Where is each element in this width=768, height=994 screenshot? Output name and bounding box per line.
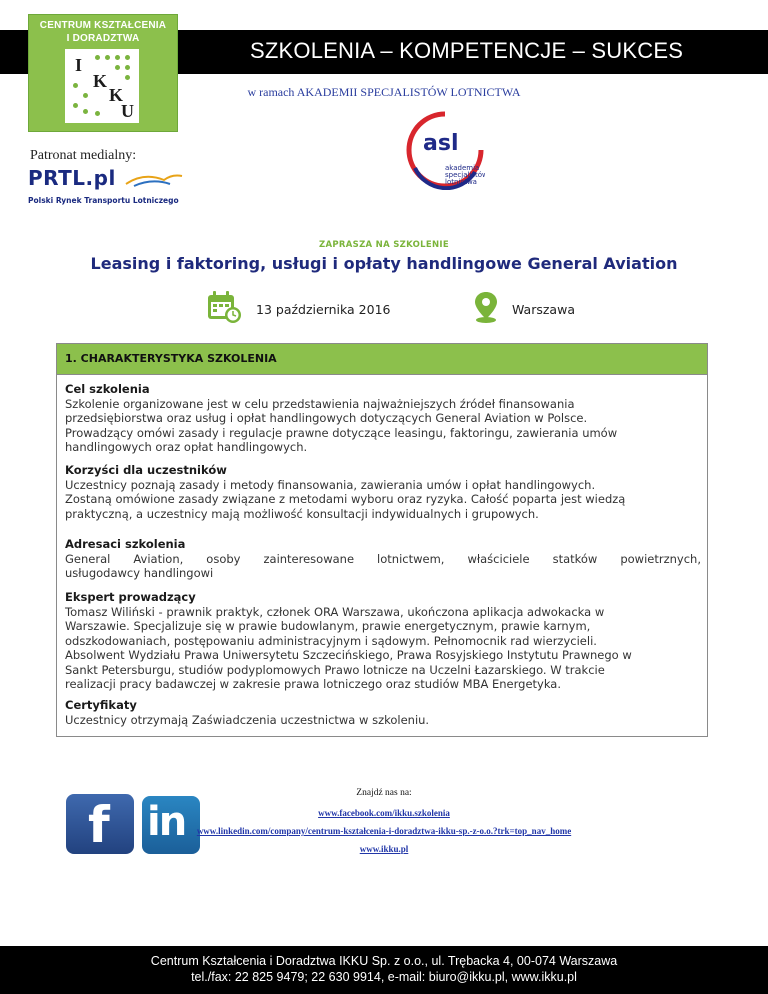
map-pin-icon — [472, 290, 500, 328]
asl-logo — [405, 110, 485, 190]
patronat-label: Patronat medialny: — [30, 148, 137, 163]
text-line: Tomasz Wiliński - prawnik praktyk, członek ORA Warszawa, ukończona aplikacja adwokacka w — [65, 604, 605, 619]
logo-letter-u: U — [121, 101, 134, 121]
section-heading: 1. CHARAKTERYSTYKA SZKOLENIA — [65, 352, 277, 365]
block-certyfikaty — [65, 698, 701, 727]
prtl-plane-icon — [124, 170, 184, 190]
logo-dot — [125, 65, 130, 70]
text-line: praktyczną, a uczestnicy mają możliwość konsultacji indywidualnych i grupowych. — [65, 506, 539, 521]
find-us-label: Znajdź nas na: — [356, 788, 412, 798]
footer — [0, 946, 768, 994]
logo-dot — [83, 109, 88, 114]
logo-letter-k2: K — [109, 85, 124, 105]
text-line: Uczestnicy otrzymają Zaświadczenia uczestnictwa w szkoleniu. — [65, 712, 430, 727]
facebook-glyph: f — [88, 796, 110, 854]
footer-address: Centrum Kształcenia i Doradztwa IKKU Sp. z o.o., ul. Trębacka 4, 00-074 Warszawa — [150, 954, 618, 968]
block-title: Adresaci szkolenia — [65, 537, 186, 551]
block-title: Ekspert prowadzący — [65, 590, 196, 604]
linkedin-glyph: in — [147, 799, 186, 845]
text-line: Warszawie. Specjalizuje się w prawie budowlanym, prawie energetycznym, prawie karnym, — [65, 619, 591, 633]
logo-dot — [105, 55, 110, 60]
logo-line1: CENTRUM KSZTAŁCENIA — [39, 20, 167, 31]
text-line: handlingowych oraz opłat handlingowych. — [65, 440, 308, 454]
characteristics-box — [56, 343, 708, 737]
asl-line1: akademia — [445, 164, 480, 172]
logo-dot — [95, 55, 100, 60]
logo-dot — [115, 65, 120, 70]
text-line: Szkolenie organizowane jest w celu przedstawienia najważniejszych źródeł finansowania — [65, 396, 575, 411]
prtl-logo — [28, 166, 116, 190]
calendar-icon — [206, 290, 242, 328]
logo-dot — [73, 103, 78, 108]
text-line: General Aviation, osoby zainteresowane lotnictwem, właściciele statków powietrznych, — [65, 551, 701, 566]
footer-contact: tel./fax: 22 825 9479; 22 630 9914, e-mail: biuro@ikku.pl, www.ikku.pl — [191, 970, 577, 984]
asl-line2: specjalistów — [445, 171, 485, 179]
linkedin-link[interactable]: www.linkedin.com/company/centrum-kształcenia-i-doradztwa-ikku-sp.-z-o.o.?trk=top_nav_home — [196, 826, 572, 836]
text-line: Uczestnicy poznają zasady i metody finansowania, zawierania umów i opłat handlingowych. — [65, 477, 596, 492]
text-line: Zostaną omówione zasady związane z metodami wyboru oraz ryzyka. Całość poparta jest wiedzą — [65, 492, 626, 506]
logo-letter-k1: K — [93, 71, 108, 91]
website-link[interactable]: www.ikku.pl — [359, 844, 409, 854]
event-date: 13 października 2016 — [256, 302, 391, 317]
event-location: Warszawa — [512, 302, 575, 317]
text-line: odszkodowaniach, postępowaniu administracyjnym i sądowym. Pełnomocnik rad wierzycieli. — [65, 633, 597, 648]
block-adresaci — [65, 537, 701, 581]
asl-text: asl — [423, 131, 459, 156]
prtl-subtitle: Polski Rynek Transportu Lotniczego — [28, 196, 179, 205]
block-ekspert — [65, 590, 701, 692]
text-line: realizacji pracy badawczej w zakresie prawa lotniczego oraz studiów MBA Energetyka. — [65, 677, 562, 691]
facebook-link[interactable]: www.facebook.com/ikku.szkolenia — [318, 808, 450, 818]
text-line: przedsiębiorstwa oraz usług i opłat handlingowych dotyczących General Aviation w Polsce. — [65, 411, 588, 425]
block-cel — [65, 382, 701, 455]
section-header — [57, 344, 707, 375]
logo-letter-i: I — [75, 55, 83, 75]
block-korzysci — [65, 463, 701, 521]
block-title: Korzyści dla uczestników — [65, 463, 227, 477]
text-line: Absolwent Wydziału Prawa Uniwersytetu Szczecińskiego, Prawa Rosyjskiego Instytutu Prawnego w — [65, 648, 632, 662]
logo-dot — [115, 55, 120, 60]
logo-dot — [125, 55, 130, 60]
text-line: Prowadzący omówi zasady i regulacje prawne dotyczące leasingu, faktoringu, zawierania umów — [65, 425, 618, 440]
banner-title: SZKOLENIA – KOMPETENCJE – SUKCES — [250, 38, 684, 63]
ikku-logo — [28, 14, 178, 132]
invite-label: ZAPRASZA NA SZKOLENIE — [319, 240, 449, 250]
logo-dot — [125, 75, 130, 80]
program-subtitle: w ramach AKADEMII SPECJALISTÓW LOTNICTWA — [247, 85, 521, 99]
text-line: Sankt Petersburgu, studiów podyplomowych Prawo lotnicze na Uczelni Łazarskiego. W trakcie — [65, 662, 605, 677]
asl-line3: lotnictwa — [445, 178, 477, 186]
block-title: Cel szkolenia — [65, 382, 150, 396]
logo-dot — [95, 111, 100, 116]
text-line: usługodawcy handlingowi — [65, 566, 214, 580]
logo-line2: I DORADZTWA — [66, 33, 140, 44]
prtl-logo-text: PRTL.pl — [28, 166, 116, 190]
block-title: Certyfikaty — [65, 698, 137, 712]
training-title: Leasing i faktoring, usługi i opłaty handlingowe General Aviation — [90, 254, 678, 273]
